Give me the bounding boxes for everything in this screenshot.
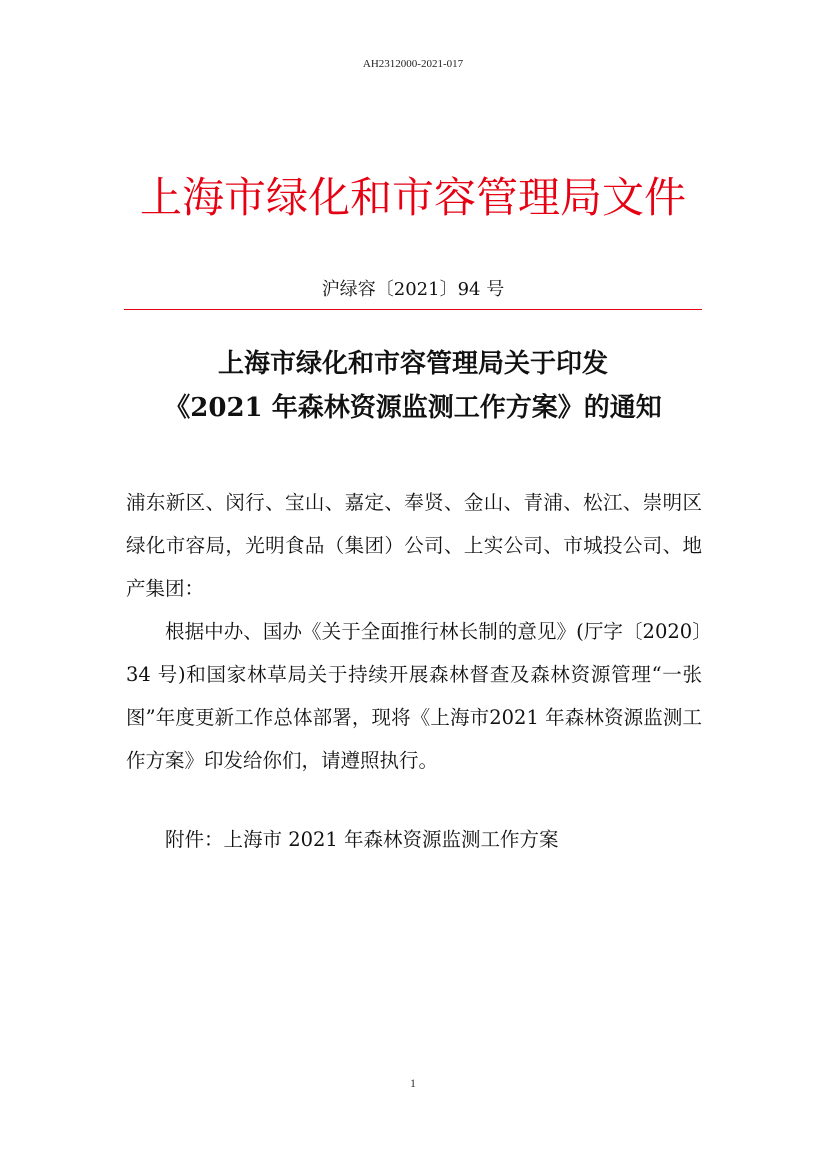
issuing-authority-masthead: 上海市绿化和市容管理局文件 [139,173,686,222]
document-number: 沪绿容〔2021〕94 号 [321,279,505,300]
notice-title-line-1: 上海市绿化和市容管理局关于印发 [217,349,608,379]
recipients-paragraph: 浦东新区、闵行、宝山、嘉定、奉贤、金山、青浦、松江、崇明区绿化市容局，光明食品（集团）公司、上实公司、市城投公司、地产集团： [126,491,702,600]
body-paragraph: 根据中办、国办《关于全面推行林长制的意见》(厅字〔2020〕34 号)和国家林草局关于持续开展森林督查及森林资源管理“一张图”年度更新工作总体部署，现将《上海市2021 年森林资源监测工作方案》印发给你们，请遵照执行。 [126,620,702,772]
notice-title [0,342,826,430]
attachment-line: 附件：上海市 2021 年森林资源监测工作方案 [165,828,559,851]
page-number: 1 [410,1076,416,1090]
document-code: AH2312000-2021-017 [362,58,464,70]
red-separator-line [124,309,702,310]
notice-title-line-2: 《2021 年森林资源监测工作方案》的通知 [164,393,662,423]
